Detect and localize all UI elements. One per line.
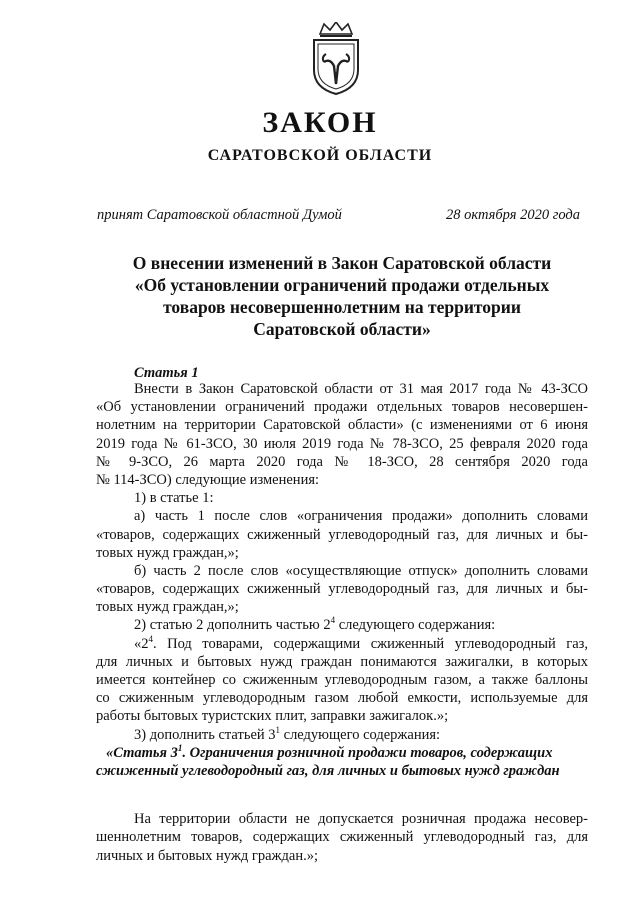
body-line: 2019 года № 61-ЗСО, 30 июля 2019 года № 78-ЗСО, 25 февраля 2020 года: [96, 435, 588, 452]
body-line: «товаров, содержащих сжиженный углеводородный газ, для личных и бы-: [96, 526, 588, 543]
text-span: . Ограничения розничной продажи товаров, содержащих: [182, 744, 553, 761]
text-span: следующего содержания:: [280, 726, 441, 743]
new-article-heading-line: сжиженный углеводородный газ, для личных и бытовых нужд граждан: [96, 762, 560, 779]
superscript: 4: [148, 634, 153, 644]
text-span: следующего содержания:: [335, 617, 496, 634]
article-heading: Статья 1: [134, 365, 199, 381]
body-line: шеннолетним товаров, содержащих сжиженный углеводородный газ, для: [96, 829, 588, 846]
body-line: Внести в Закон Саратовской области от 31 мая 2017 года № 43-ЗСО: [134, 381, 588, 397]
law-title-line: О внесении изменений в Закон Саратовской области: [132, 253, 552, 273]
body-line: 1) в статье 1:: [134, 490, 214, 507]
text-span: 2) статью 2 дополнить частью 2: [134, 617, 331, 634]
body-line-item3: [96, 726, 588, 744]
body-line: «товаров, содержащих сжиженный углеводородный газ, для личных и бы-: [96, 581, 588, 598]
coat-of-arms-emblem: [310, 22, 362, 96]
body-line: № 114-ЗСО) следующие изменения:: [96, 471, 320, 488]
document-type-title: ЗАКОН: [262, 106, 378, 139]
text-span: «2: [134, 635, 149, 652]
body-line: На территории области не допускается розничная продажа несовер-: [134, 811, 588, 828]
article-body: [96, 380, 588, 865]
law-title-line: Саратовской области»: [253, 319, 431, 339]
law-title-line: товаров несовершеннолетним на территории: [163, 297, 521, 317]
body-line: товых нужд граждан,»;: [96, 544, 239, 561]
body-line: «Об установлении ограничений продажи отдельных товаров несовершен-: [96, 399, 588, 416]
body-line: а) часть 1 после слов «ограничения продажи» дополнить словами: [134, 508, 588, 525]
text-span: «Статья 3: [106, 744, 178, 761]
law-title-line: «Об установлении ограничений продажи отдельных: [134, 275, 550, 295]
body-line-item2: [96, 616, 588, 634]
new-article-heading: [96, 744, 588, 762]
paragraph-gap: [96, 780, 588, 810]
text-span: 3) дополнить статьей 3: [134, 726, 276, 743]
body-line: личных и бытовых нужд граждан.»;: [96, 847, 318, 864]
superscript: 4: [330, 616, 336, 626]
law-title: [96, 252, 588, 340]
body-line: имеется контейнер со сжиженным углеводородным газом, а также баллоны: [96, 672, 588, 688]
superscript: 1: [275, 725, 281, 735]
body-line: нолетним на территории Саратовской области» (с изменениями от 6 июня: [96, 417, 588, 434]
body-line: б) часть 2 после слов «осуществляющие отпуск» дополнить словами: [134, 562, 588, 579]
body-line: работы бытовых туристских плит, заправки зажигалок.»;: [96, 708, 449, 725]
superscript: 1: [177, 743, 183, 753]
adopted-by-label: принят Саратовской областной Думой: [97, 207, 342, 223]
adoption-date: 28 октября 2020 года: [446, 207, 580, 223]
region-subtitle: САРАТОВСКОЙ ОБЛАСТИ: [207, 147, 433, 164]
text-span: . Под товарами, содержащими сжиженный углеводородный газ,: [153, 635, 588, 652]
body-line: товых нужд граждан,»;: [96, 599, 239, 616]
body-line: со сжиженным углеводородным газом любой емкости, используемые для: [96, 690, 588, 707]
body-line-quote: [96, 635, 588, 653]
body-line: для личных и бытовых нужд граждан понимаются зажигалки, в которых: [96, 653, 588, 670]
body-line: № 9-ЗСО, 26 марта 2020 года № 18-ЗСО, 28 сентября 2020 года: [96, 453, 588, 470]
